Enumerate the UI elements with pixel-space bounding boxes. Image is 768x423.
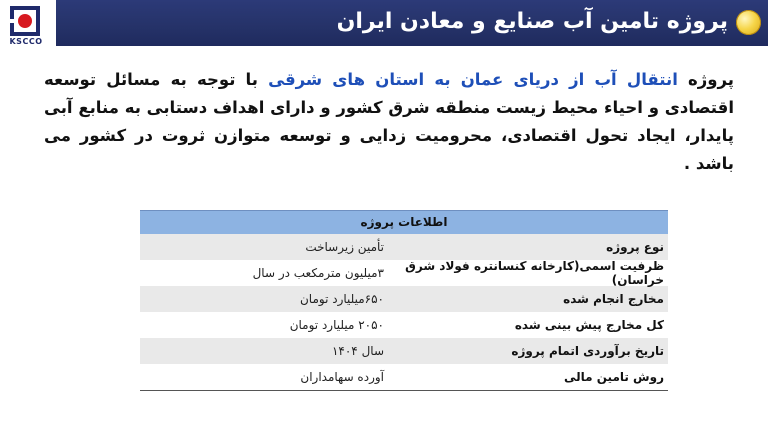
row-value: ۲۰۵۰ میلیارد تومان — [289, 318, 384, 332]
header — [0, 0, 768, 48]
company-logo — [0, 0, 52, 48]
project-info-table — [140, 210, 668, 391]
row-value: سال ۱۴۰۴ — [331, 344, 384, 358]
row-label: مخارج انجام شده — [563, 292, 664, 306]
table-header-label: اطلاعات پروژه — [360, 215, 448, 229]
table-header — [140, 210, 668, 234]
bullet-icon — [736, 10, 761, 35]
table-row — [140, 260, 668, 286]
row-label: نوع پروژه — [606, 240, 664, 254]
row-label: کل مخارج پیش بینی شده — [514, 318, 664, 332]
table-row — [140, 234, 668, 260]
logo-icon — [10, 6, 40, 36]
logo-text: KSCCO — [9, 37, 43, 46]
row-label: تاریخ برآوردی اتمام پروژه — [511, 344, 664, 358]
intro-highlight: انتقال آب از دریای عمان به استان های شرقی — [268, 70, 678, 89]
table-row — [140, 312, 668, 338]
title-bar — [56, 0, 768, 46]
intro-paragraph — [44, 66, 734, 178]
table-row — [140, 286, 668, 312]
row-value: تأمین زیرساخت — [305, 240, 384, 254]
row-value: آورده سهامداران — [300, 370, 384, 384]
page-title: پروژه تامین آب صنایع و معادن ایران — [336, 9, 728, 34]
table-row — [140, 364, 668, 391]
intro-part1: پروژه — [677, 70, 735, 89]
table-row — [140, 338, 668, 364]
row-value: ۳میلیون مترمکعب در سال — [252, 266, 384, 280]
intro-part2: با توجه به مسائل توسعه اقتصادی و احیاء محیط زیست منطقه شرق کشور و دارای اهداف دستابی به منابع آبی پایدار، ایجاد تحول اقتصادی، محرومیت زدایی و توسعه متوازن ثروت در کشور می باشد . — [44, 70, 734, 173]
row-value: ۶۵۰میلیارد تومان — [299, 292, 384, 306]
row-label: ظرفیت اسمی(کارخانه کنسانتره فولاد شرق خراسان) — [405, 259, 664, 287]
row-label: روش تامین مالی — [563, 370, 664, 384]
